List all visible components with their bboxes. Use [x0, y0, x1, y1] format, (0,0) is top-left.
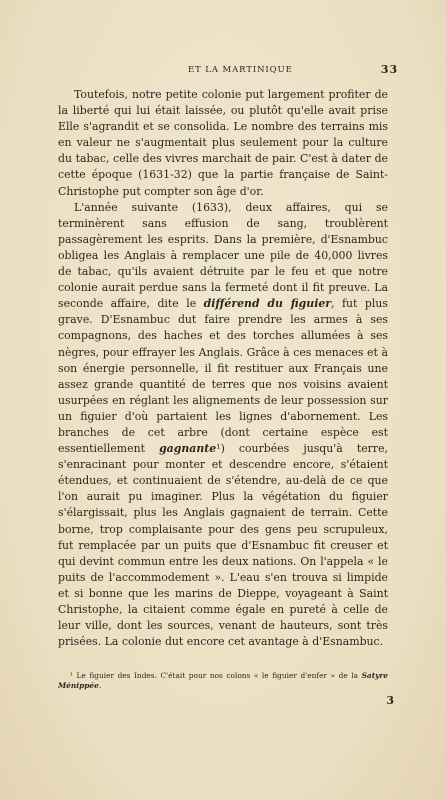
text-run: ¹) courbées jusqu'à terre, s'enracinant pour monter et descendre encore, s'étaient étendues, et continuaient de s'étendre, au-delà de ce que l'on aurait pu imaginer. Plus la végétation du figuier s'élargissait, plus les Anglais gagnaient de terrain. Cette borne, trop complaisante pour des gens peu scrupuleux, fut remplacée par un puits que d'Esnambuc fit creuser et qui devint commun entre les deux nations. On l'appela « le puits de l'accommodement ». L'eau s'en trouva si limpide et si bonne que les marins de Dieppe, voyageant à Saint Christophe, la citaient comme égale en pureté à celle de leur ville, dont les sources, venant de hauteurs, sont très prisées. La colonie dut encore cet avantage à d'Esnambuc. — [58, 442, 388, 649]
paragraph — [58, 87, 388, 200]
text-run: L'année suivante (1633), deux affaires, qui se terminèrent sans effusion de sang, troublèrent passagèrement les esprits. Dans la première, d'Esnambuc obligea les Anglais à remplacer une pile de 40,000 livres de tabac, qu'ils avaient détruite par le feu et que notre colonie aurait perdue sans la fermeté dont il fit preuve. La seconde affaire, dite le — [58, 200, 388, 311]
page-header — [58, 63, 398, 77]
footnote-text — [58, 671, 388, 691]
signature-mark: 3 — [386, 694, 394, 707]
paragraph — [58, 200, 388, 651]
text-run: Toutefois, notre petite colonie put largement profiter de la liberté qui lui était laissée, ou plutôt qu'elle avait prise Elle s'agrandit et se consolida. Le nombre des terrains mis en valeur ne s'augmentait plus seulement pour la culture du tabac, celle des vivres marchait de pair. C'est à dater de cette époque (1631-32) que la partie française de Saint-Christophe put compter son âge d'or. — [58, 88, 388, 198]
italic-term: différend du figuier — [203, 297, 332, 311]
body-text — [58, 87, 388, 650]
italic-title: Satyre Ménippée — [58, 671, 388, 690]
text-run: , fut plus grave. D'Esnambuc dut faire prendre les armes à ses compagnons, des haches et des torches allumées à ses nègres, pour effrayer les Anglais. Grâce à ces menaces et à son énergie personnelle, il fit restituer aux Français une assez grande quantité de terres que nos voisins avaient usurpées en réglant les alignements de leur possession sur un figuier d'où partaient les lignes d'abornement. Les branches de cet arbre (dont certaine espèce est essentiellement — [58, 297, 388, 456]
italic-term: gagnante — [159, 442, 217, 456]
page-number: 33 — [380, 63, 398, 76]
footnote — [58, 671, 388, 691]
text-run: . — [98, 681, 102, 690]
text-run: ¹ Le figuier des Indes. C'était pour nos colons « le figuier d'enfer » de la — [70, 671, 362, 680]
running-title: ET LA MARTINIQUE — [188, 65, 293, 75]
